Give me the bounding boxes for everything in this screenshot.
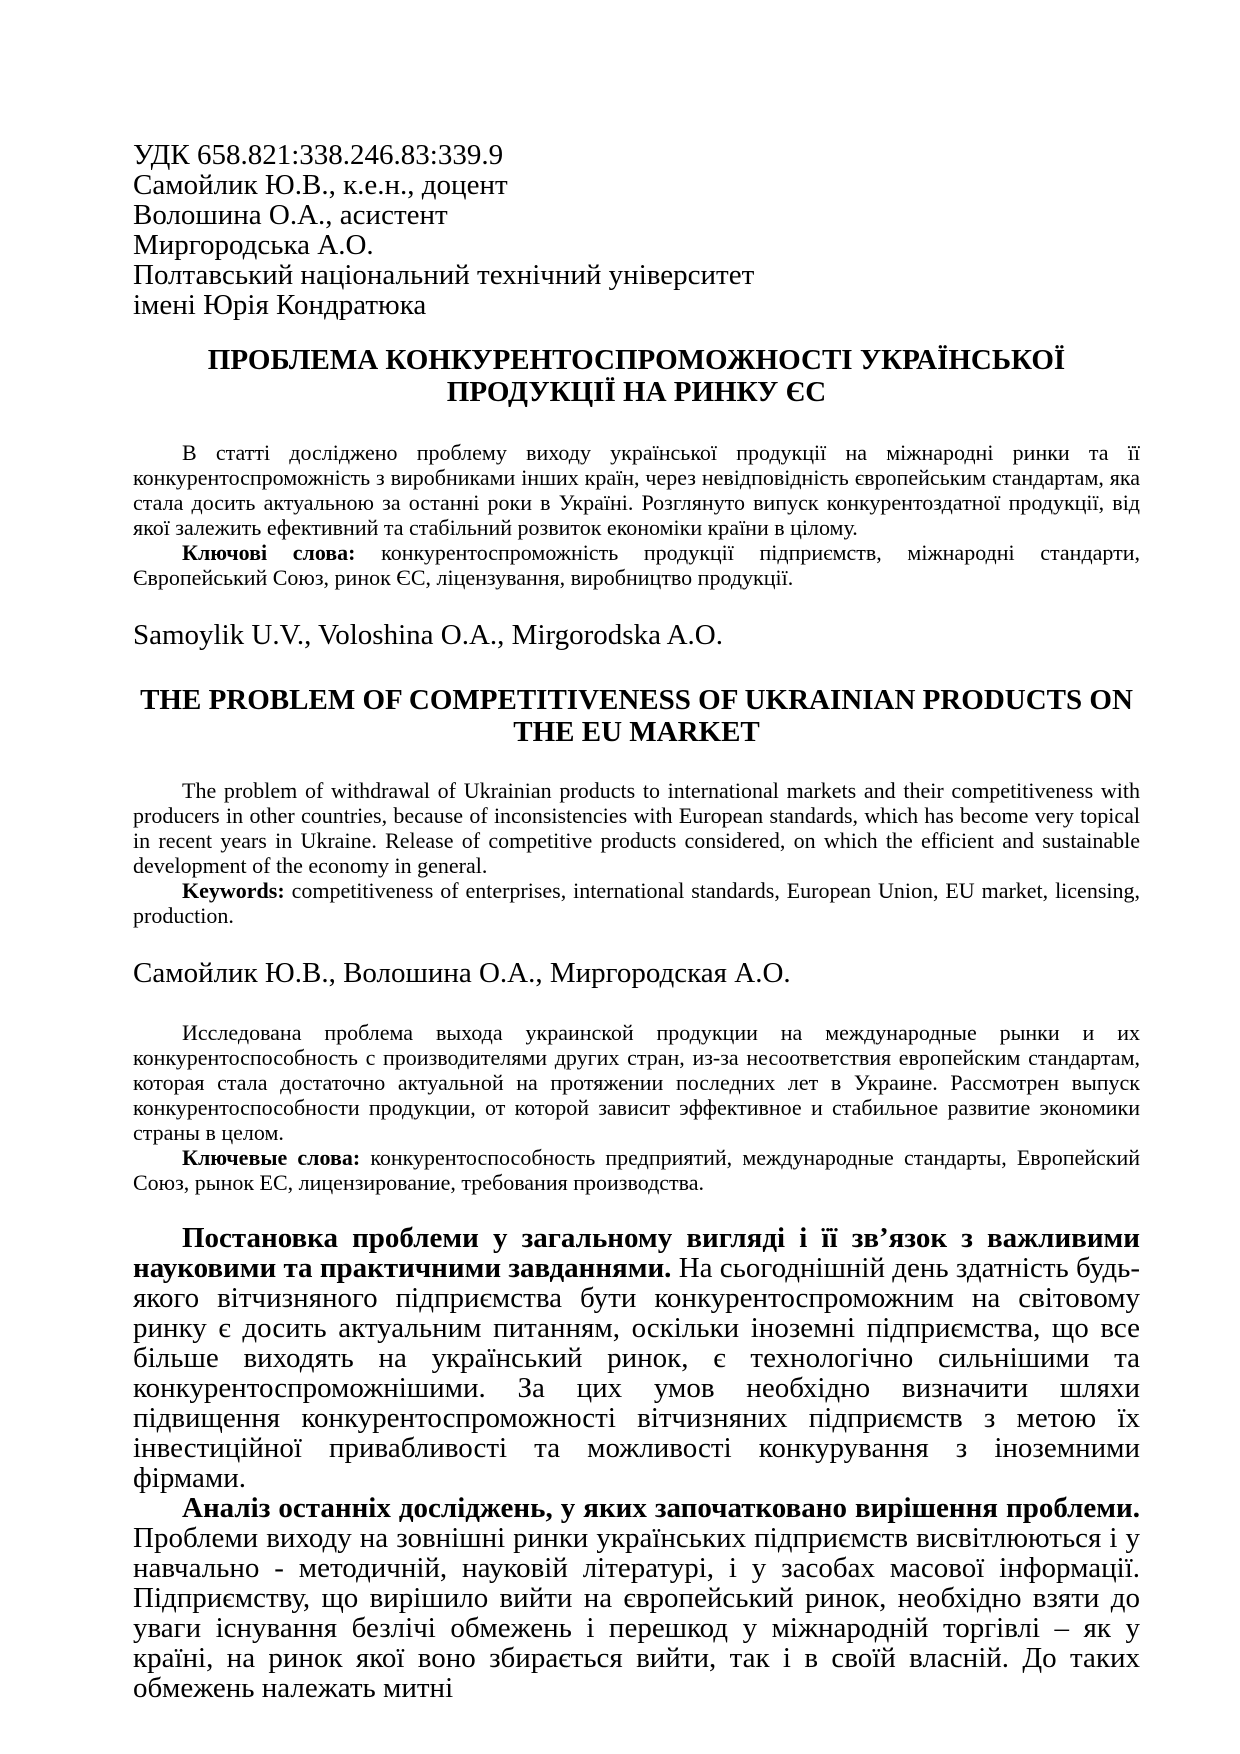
- article-title-en: THE PROBLEM OF COMPETITIVENESS OF UKRAINIAN PRODUCTS ON THE EU MARKET: [140, 684, 1133, 748]
- keywords-text-ua: конкурентоспроможність продукції підприємств, міжнародні стандарти, Європейський Союз, ринок ЄС, ліцензування, виробництво продукції.: [133, 540, 1140, 590]
- author-line-3: Миргородська А.О.: [133, 229, 374, 261]
- section-heading-problem-statement: Постановка проблеми у загальному вигляді і її зв’язок з важливими науковими та практичними завданнями.: [133, 1222, 1140, 1284]
- abstract-ua: В статті досліджено проблему виходу української продукції на міжнародні ринки та її конкурентоспроможність з виробниками інших країн, через невідповідність європейським стандартам, яка стала досить актуальною за останні роки в Україні. Розглянуто випуск конкурентоздатної продукції, від якої залежить ефективний та стабільний розвиток економіки країни в цілому.: [133, 440, 1140, 540]
- abstract-en: The problem of withdrawal of Ukrainian products to international markets and their competitiveness with producers in other countries, because of inconsistencies with European standards, which has become very topical in recent years in Ukraine. Release of competitive products considered, on which the efficient and sustainable development of the economy in general.: [133, 778, 1140, 878]
- affiliation-line-2: імені Юрія Кондратюка: [133, 289, 427, 321]
- affiliation-line-1: Полтавський національний технічний університет: [133, 259, 755, 291]
- body-paragraph-problem-statement: [133, 1223, 1140, 1493]
- body-paragraph-analysis: [133, 1493, 1140, 1703]
- page-content: [133, 140, 1140, 1703]
- keywords-text-en: competitiveness of enterprises, international standards, European Union, EU market, licensing, production.: [133, 878, 1140, 928]
- keywords-label-ua: Ключові слова:: [182, 540, 356, 565]
- author-line-1: Самойлик Ю.В., к.е.н., доцент: [133, 169, 508, 201]
- abstract-ru: Исследована проблема выхода украинской продукции на международные рынки и их конкурентоспособность с производителями других стран, из-за несоответствия европейским стандартам, которая стала достаточно актуальной на протяжении последних лет в Украине. Рассмотрен выпуск конкурентоспособности продукции, от которой зависит эффективное и стабильное развитие экономики страны в целом.: [133, 1020, 1140, 1145]
- body-text-analysis: Проблеми виходу на зовнішні ринки українських підприємств висвітлюються і у навчально - методичній, науковій літературі, і у засобах масової інформації. Підприємству, що вирішило вийти на європейський ринок, необхідно взяти до уваги існування безлічі обмежень і перешкод у міжнародній торгівлі – як у країні, на ринок якої воно збирається вийти, так і в своїй власній. До таких обмежень належать митні: [133, 1522, 1140, 1704]
- keywords-ru: [133, 1145, 1140, 1195]
- article-title-ua: ПРОБЛЕМА КОНКУРЕНТОСПРОМОЖНОСТІ УКРАЇНСЬКОЇ ПРОДУКЦІЇ НА РИНКУ ЄС: [207, 344, 1066, 408]
- keywords-en: [133, 878, 1140, 928]
- udc-code: УДК 658.821:338.246.83:339.9: [133, 139, 504, 171]
- keywords-label-en: Keywords:: [182, 878, 285, 903]
- author-line-2: Волошина О.А., асистент: [133, 199, 448, 231]
- body-text-problem-statement: На сьогоднішній день здатність будь-якого вітчизняного підприємства бути конкурентоспроможним на світовому ринку є досить актуальним питанням, оскільки іноземні підприємства, що все більше виходять на український ринок, є технологічно сильнішими та конкурентоспроможнішими. За цих умов необхідно визначити шляхи підвищення конкурентоспроможності вітчизняних підприємств з метою їх інвестиційної привабливості та можливості конкурування з іноземними фірмами.: [133, 1252, 1141, 1494]
- keywords-label-ru: Ключевые слова:: [182, 1145, 361, 1170]
- keywords-text-ru: конкурентоспособность предприятий, международные стандарты, Европейский Союз, рынок ЕС, лицензирование, требования производства.: [133, 1145, 1141, 1195]
- authors-en: Samoylik U.V., Voloshina O.A., Mirgorodska A.O.: [133, 619, 723, 651]
- keywords-ua: [133, 540, 1140, 590]
- authors-ru: Самойлик Ю.В., Волошина О.А., Миргородская А.О.: [133, 957, 791, 989]
- section-heading-analysis: Аналіз останніх досліджень, у яких започатковано вирішення проблеми.: [182, 1492, 1140, 1524]
